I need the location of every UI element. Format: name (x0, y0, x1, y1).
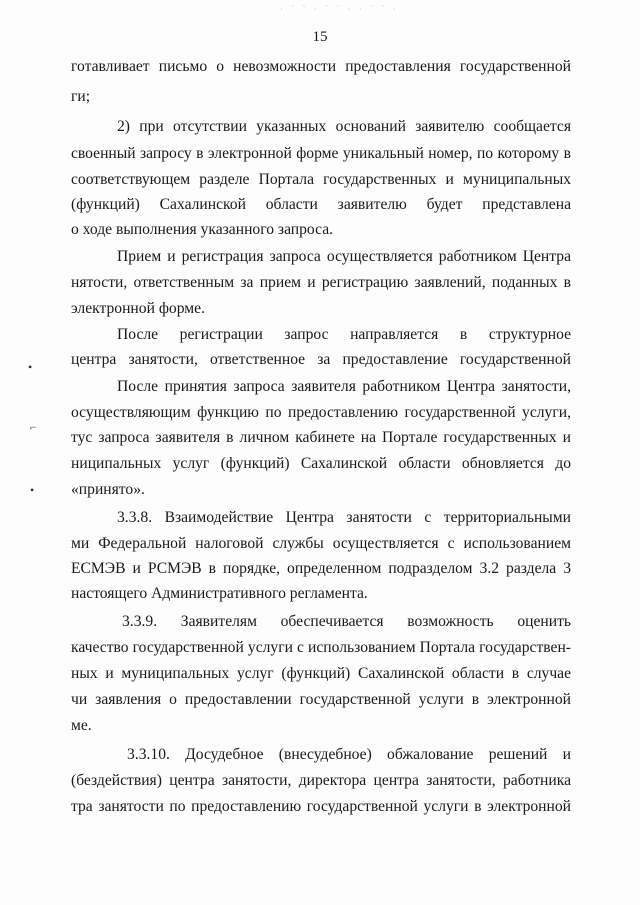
text-line: 3.3.9. Заявителям обеспечивается возможность оценить (122, 613, 571, 630)
text-line: ных и муниципальных услуг (функций) Сахалинской области в случае (71, 665, 571, 682)
text-line: Прием и регистрация запроса осуществляется работником Центра (117, 248, 571, 265)
margin-mark: • (30, 483, 35, 497)
text-line: центра занятости, ответственное за предоставление государственной (71, 351, 571, 368)
text-line: 3.3.10. Досудебное (внесудебное) обжалование решений и (127, 746, 571, 763)
text-line: ЕСМЭВ и РСМЭВ в порядке, определенном подразделом 3.2 раздела 3 (71, 560, 571, 577)
text-line: тус запроса заявителя в личном кабинете на Портале государственных и (71, 429, 571, 446)
text-line: (функций) Сахалинской области заявителю будет представлена (71, 196, 571, 213)
text-line: качество государственной услуги с использованием Портала государствен- (71, 639, 571, 656)
text-line: (бездействия) центра занятости, директора центра занятости, работника (71, 772, 571, 789)
text-line: ми Федеральной налоговой службы осуществляется с использованием (71, 535, 571, 552)
text-line: ме. (71, 717, 92, 734)
text-line: После принятия запроса заявителя работником Центра занятости, (117, 378, 571, 395)
page-number: 15 (312, 29, 328, 45)
text-line: своенный запросу в электронной форме уникальный номер, по которому в (71, 145, 571, 162)
text-line: ги; (71, 88, 91, 105)
margin-mark: • (28, 360, 33, 374)
text-line: ниципальных услуг (функций) Сахалинской области обновляется до (71, 455, 571, 472)
text-line: соответствующем разделе Портала государственных и муниципальных (71, 171, 571, 188)
text-line: 3.3.8. Взаимодействие Центра занятости с территориальными (117, 509, 571, 526)
text-line: После регистрации запрос направляется в структурное (117, 326, 571, 343)
text-line: «принято». (71, 481, 145, 498)
text-line: о ходе выполнения указанного запроса. (71, 221, 334, 238)
text-line: готавливает письмо о невозможности предоставления государственной (71, 58, 571, 75)
text-line: нятости, ответственным за прием и регистрацию заявлений, поданных в (71, 274, 571, 291)
scan-noise: · ˙ ` · ´ ˙ · · ˙ ` · (280, 4, 399, 14)
text-line: 2) при отсутствии указанных оснований заявителю сообщается (117, 118, 571, 135)
text-line: тра занятости по предоставлению государственной услуги в электронной (71, 798, 571, 815)
text-line: чи заявления о предоставлении государственной услуги в электронной (71, 691, 571, 708)
text-line: осуществляющим функцию по предоставлению государственной услуги, (71, 404, 571, 421)
text-line: настоящего Административного регламента. (71, 585, 368, 602)
margin-mark: ⌐ (30, 420, 37, 434)
text-line: электронной форме. (71, 300, 205, 317)
